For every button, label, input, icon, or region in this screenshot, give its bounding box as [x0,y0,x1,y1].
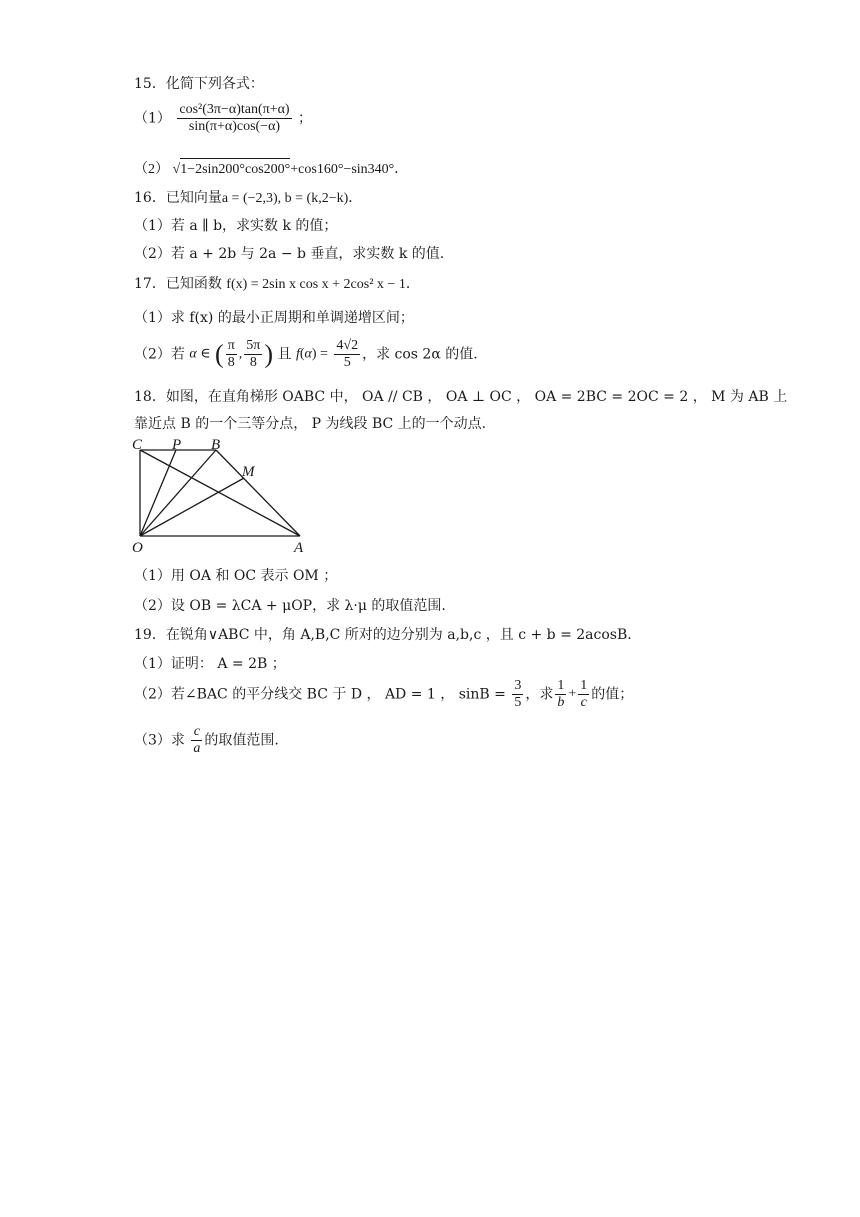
q15-p2-radicand: 1−2sin200°cos200° [180,158,290,180]
q18-part1 [134,566,337,586]
q17-interval-lower: $\frac{\pi}{8}$ [227,338,235,370]
q19-p1-label: （1） [134,656,171,672]
q15-p1-numerator: cos²(3π−α)tan(π+α) [179,102,290,117]
q18-p1-label: （1） [134,568,171,584]
q19-line1 [134,625,632,645]
q19-number: 19． [134,627,166,643]
q17-interval-upper: $\frac{5\pi}{8}$ [246,338,261,370]
q17-f-alpha: f [295,346,300,362]
q17-title: 已知函数 [165,276,222,292]
q18-number: 18． [134,389,166,405]
q19-p1-text: 证明： A = 2B ； [170,656,286,672]
fig-label-m: M [242,464,255,480]
q17-alpha-in: α ∈ [189,346,211,362]
q15-header [134,74,264,94]
fig-segment-om [140,478,244,536]
q17-part1 [134,308,414,328]
q19-part2: （2）若∠BAC 的平分线交 BC 于 D ， AD = 1 ， sinB = $\frac{3}{5}$ ，求 $\frac{1}{b}$ + $\frac{1}{c}$ 的值； [134,678,634,710]
q15-p1-denominator: sin(π+α)cos(−α) [188,119,281,134]
q19-p2-pre: 若∠BAC 的平分线交 BC 于 D ， AD = 1 ， sinB = [170,686,506,703]
q15-p1-label: （1） [134,110,171,127]
q19-p3-pre: 求 [170,732,185,749]
q16-header [134,188,362,209]
q18-p2-label: （2） [134,598,171,614]
q17-p2-post: ，求 cos 2α 的值. [362,346,478,363]
q17-function: f(x) = 2sin x cos x + 2cos² x − 1． [226,277,420,292]
fig-label-b: B [211,438,221,453]
q18-line1 [134,387,787,407]
q17-p1-text: 求 f(x) 的最小正周期和单调递增区间； [170,310,414,326]
fig-side-ba [216,450,300,536]
q16-part1 [134,216,337,236]
q19-text-line1: 在锐角∨ABC 中，角 A,B,C 所对的边分别为 a,b,c ，且 c + b = 2acosB. [165,627,632,643]
q18-part2 [134,596,446,616]
fig-segment-op [140,450,176,536]
q17-header [134,274,420,295]
q18-line2 [134,414,486,434]
q15-part2 [134,158,408,180]
q19-c-over-a: $\frac{c}{a}$ [193,724,201,756]
fig-segment-ob [140,450,216,536]
q19-one-over-c: $\frac{1}{c}$ [580,678,588,710]
q18-text-line2: 靠近点 B 的一个三等分点， P 为线段 BC 上的一个动点. [134,416,487,432]
q16-number: 16． [134,190,166,206]
q17-interval-close: ) [264,339,274,369]
q17-p2-mid: 且 [277,346,292,363]
q18-text-line1: 如图，在直角梯形 OABC 中， OA // CB ， OA ⊥ OC ， OA = 2BC = 2OC = 2 ， M 为 AB 上 [165,389,788,405]
q18-trapezoid-figure [128,438,318,558]
q18-p2-text: 设 OB = λCA + μOP，求 λ·μ 的取值范围. [170,598,446,614]
q16-title: 已知向量 [165,190,222,206]
q19-sinb-fraction: $\frac{3}{5}$ [514,678,522,710]
q17-p2-label: （2） [134,346,171,363]
q19-one-over-b: $\frac{1}{b}$ [557,678,565,710]
q15-part1 [134,102,312,146]
q16-p2-label: （2） [134,246,171,262]
q19-p2-post: 的值； [591,686,634,703]
q16-vectors: a = (−2,3), b = (k,2−k)． [221,191,363,206]
q19-p3-post: 的取值范围. [204,732,279,749]
q16-p2-text: 若 a + 2b 与 2a − b 垂直，求实数 k 的值. [170,246,445,262]
q16-p1-label: （1） [134,218,171,234]
q17-number: 17． [134,276,166,292]
q15-p2-rest: +cos160°−sin340°． [290,162,409,177]
fig-label-p: P [172,438,182,453]
q19-part3 [134,724,279,764]
fig-label-o: O [132,540,143,556]
q17-part2: （2）若 α ∈ ( $\frac{\pi}{8}$ , $\frac{5\pi}{8}$ ) 且 f(α) = $\frac{4√2}{5}$ ，求 cos 2α 的值. [134,338,478,370]
q15-number: 15． [134,76,166,92]
fig-label-a: A [294,540,304,556]
q15-p1-end: ； [298,110,313,127]
q15-p2-label: （2） [134,162,169,177]
q16-p1-text: 若 a ∥ b，求实数 k 的值； [170,218,338,234]
fig-label-c: C [132,438,143,453]
q19-part1 [134,654,286,674]
q17-interval-open: ( [215,339,224,369]
q16-part2 [134,244,444,264]
q15-title: 化简下列各式： [165,76,264,92]
q17-value-fraction: $\frac{4√2}{5}$ [336,338,359,370]
q15-p1-fraction [177,102,291,135]
q17-p2-pre: 若 [170,346,185,363]
q15-p2-radical: √1−2sin200°cos200° [173,162,291,177]
q18-p1-text: 用 OA 和 OC 表示 OM ； [170,568,338,584]
q19-p3-label: （3） [134,732,171,749]
q19-p2-label: （2） [134,686,171,703]
q17-p1-label: （1） [134,310,171,326]
